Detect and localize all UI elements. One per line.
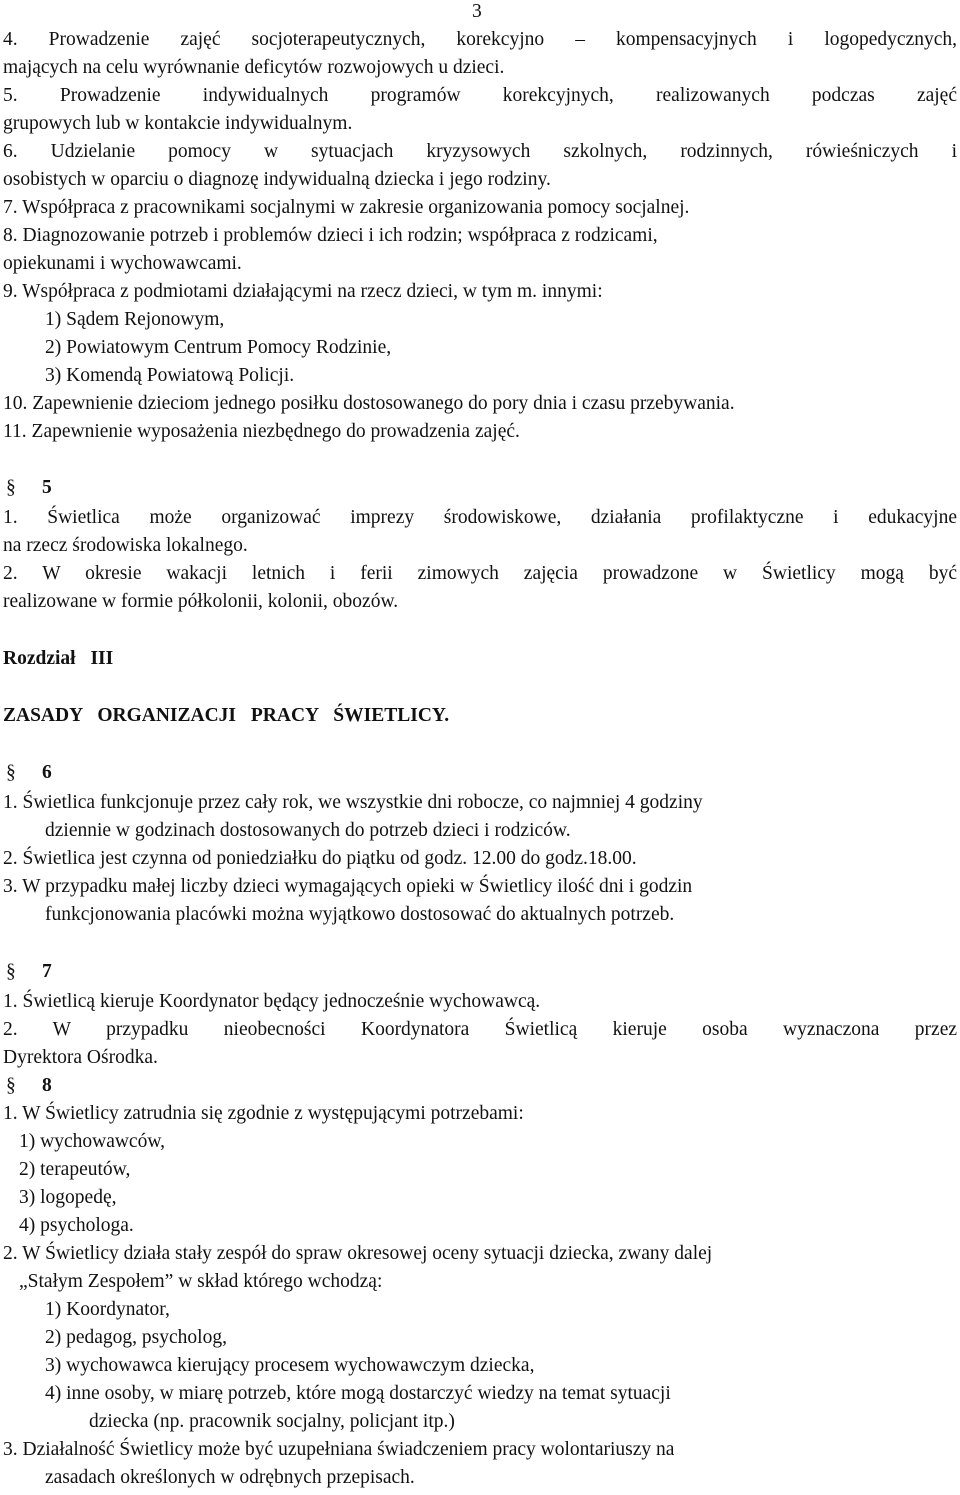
text-line: 9. Współpraca z podmiotami działającymi na rzecz dzieci, w tym m. innymi:: [3, 281, 603, 302]
text-line: 3. Działalność Świetlicy może być uzupełniana świadczeniem pracy wolontariuszy na: [3, 1439, 675, 1460]
text-line: 6. Udzielanie pomocy w sytuacjach kryzysowych szkolnych, rodzinnych, rówieśniczych i: [3, 141, 957, 162]
section-number: 7: [42, 961, 52, 982]
text-line: Dyrektora Ośrodka.: [3, 1047, 158, 1068]
section-number: 6: [42, 762, 52, 783]
section-symbol: §: [6, 477, 16, 498]
text-line: opiekunami i wychowawcami.: [3, 253, 242, 274]
section-number: 5: [42, 477, 52, 498]
text-line: 2. W Świetlicy działa stały zespół do spraw okresowej oceny sytuacji dziecka, zwany dalej: [3, 1243, 713, 1264]
text-line: 10. Zapewnienie dzieciom jednego posiłku dostosowanego do pory dnia i czasu przebywania.: [3, 393, 735, 414]
section-heading-7: [6, 958, 52, 986]
section-heading-5: [6, 474, 52, 502]
list-item: dziecka (np. pracownik socjalny, policjant itp.): [89, 1411, 455, 1432]
chapter-title: ZASADY ORGANIZACJI PRACY ŚWIETLICY.: [3, 705, 450, 726]
list-item: 1) Koordynator,: [45, 1299, 170, 1320]
text-line: osobistych w oparciu o diagnozę indywidualną dziecka i jego rodziny.: [3, 169, 551, 190]
list-item: 3) wychowawca kierujący procesem wychowawczym dziecka,: [45, 1355, 535, 1376]
list-item: 4) inne osoby, w miarę potrzeb, które mogą dostarczyć wiedzy na temat sytuacji: [45, 1383, 671, 1404]
section-heading-6: [6, 759, 52, 787]
text-line: zasadach określonych w odrębnych przepisach.: [45, 1467, 415, 1488]
text-line: 2. W przypadku nieobecności Koordynatora Świetlicą kieruje osoba wyznaczona przez: [3, 1019, 957, 1040]
text-line: 1. W Świetlicy zatrudnia się zgodnie z występującymi potrzebami:: [3, 1103, 524, 1124]
text-line: 1. Świetlica funkcjonuje przez cały rok, we wszystkie dni robocze, co najmniej 4 godziny: [3, 792, 703, 813]
list-item: 1) wychowawców,: [19, 1131, 166, 1152]
text-line: 5. Prowadzenie indywidualnych programów korekcyjnych, realizowanych podczas zajęć: [3, 85, 957, 106]
text-line: 8. Diagnozowanie potrzeb i problemów dzieci i ich rodzin; współpraca z rodzicami,: [3, 225, 658, 246]
text-line: realizowane w formie półkolonii, kolonii, obozów.: [3, 591, 399, 612]
list-item: 2) terapeutów,: [19, 1159, 131, 1180]
text-line: 7. Współpraca z pracownikami socjalnymi w zakresie organizowania pomocy socjalnej.: [3, 197, 690, 218]
section-number: 8: [42, 1075, 52, 1096]
text-line: 1. Świetlica może organizować imprezy środowiskowe, działania profilaktyczne i edukacyjne: [3, 507, 957, 528]
list-item: 3) logopedę,: [19, 1187, 117, 1208]
section-heading-8: [6, 1072, 52, 1100]
text-line: 11. Zapewnienie wyposażenia niezbędnego do prowadzenia zajęć.: [3, 421, 520, 442]
section-symbol: §: [6, 762, 16, 783]
section-symbol: §: [6, 961, 16, 982]
list-item: 2) pedagog, psycholog,: [45, 1327, 227, 1348]
list-item: 4) psychologa.: [19, 1215, 134, 1236]
list-item: 2) Powiatowym Centrum Pomocy Rodzinie,: [45, 337, 392, 358]
text-line: 4. Prowadzenie zajęć socjoterapeutycznych, korekcyjno – kompensacyjnych i logopedycznych,: [3, 29, 957, 50]
text-line: grupowych lub w kontakcie indywidualnym.: [3, 113, 353, 134]
page-number: 3: [472, 1, 482, 22]
text-line: dziennie w godzinach dostosowanych do potrzeb dzieci i rodziców.: [45, 820, 571, 841]
text-line: funkcjonowania placówki można wyjątkowo dostosować do aktualnych potrzeb.: [45, 904, 675, 925]
text-line: mających na celu wyrównanie deficytów rozwojowych u dzieci.: [3, 57, 505, 78]
section-symbol: §: [6, 1075, 16, 1096]
chapter-heading: Rozdział III: [3, 648, 114, 669]
text-line: 2. Świetlica jest czynna od poniedziałku do piątku od godz. 12.00 do godz.18.00.: [3, 848, 637, 869]
list-item: 1) Sądem Rejonowym,: [45, 309, 225, 330]
text-line: 1. Świetlicą kieruje Koordynator będący jednocześnie wychowawcą.: [3, 991, 541, 1012]
text-line: „Stałym Zespołem” w skład którego wchodzą:: [19, 1271, 383, 1292]
text-line: 3. W przypadku małej liczby dzieci wymagających opieki w Świetlicy ilość dni i godzin: [3, 876, 693, 897]
text-line: 2. W okresie wakacji letnich i ferii zimowych zajęcia prowadzone w Świetlicy mogą być: [3, 563, 957, 584]
list-item: 3) Komendą Powiatową Policji.: [45, 365, 295, 386]
text-line: na rzecz środowiska lokalnego.: [3, 535, 248, 556]
